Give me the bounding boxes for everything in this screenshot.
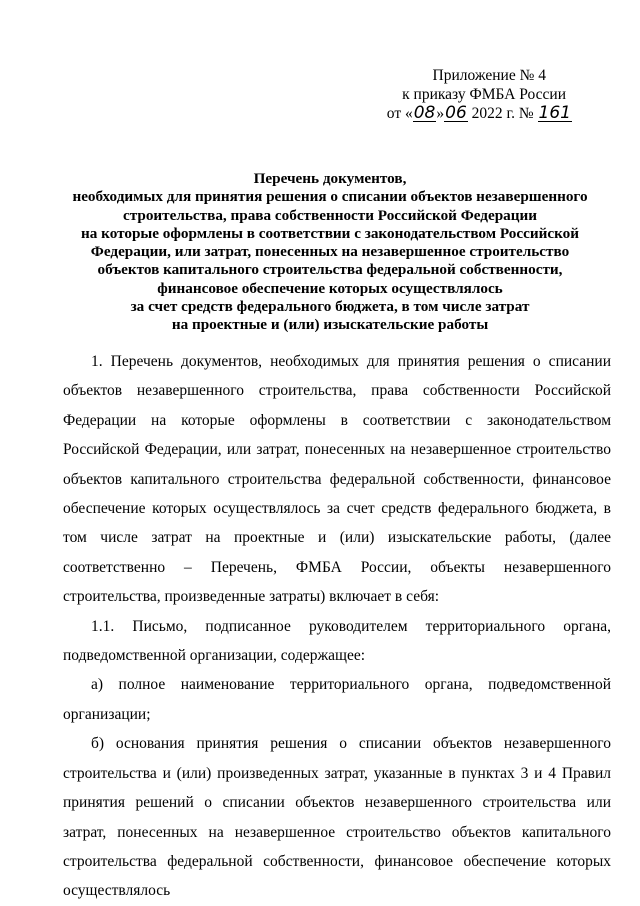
date-year: 2022 г. № (471, 105, 534, 122)
paragraph-1: 1. Перечень документов, необходимых для принятия решения о списании объектов незавершенного строительства, права собственности Российской Федерации на которые оформлены в соответствии с законодательством Российской Федерации, или затрат, понесенных на незавершенное строительство объектов капитального строительства федеральной собственности, финансовое обеспечение которых осуществлялось за счет средств федерального бюджета, в том числе затрат на проектные и (или) изыскательские работы, (далее соответственно – Перечень, ФМБА России, объекты незавершенного строительства, произведенные затраты) включает в себя: (63, 353, 611, 606)
handwritten-month: 06 (445, 103, 467, 123)
order-reference: к приказу ФМБА России (402, 86, 566, 103)
date-separator: » (436, 105, 445, 122)
handwritten-day: 08 (413, 103, 436, 123)
title-line: Федерации, или затрат, понесенных на незавершенное строительство (90, 243, 570, 261)
title-line: на проектные и (или) изыскательские работы (171, 316, 489, 334)
title-line: на которые оформлены в соответствии с законодательством Российской (81, 224, 579, 242)
document-body (63, 347, 611, 906)
title-line: финансовое обеспечение которых осуществлялось (157, 279, 503, 297)
document-title (50, 170, 610, 335)
title-line: Перечень документов, (253, 170, 407, 187)
item-b: б) основания принятия решения о списании объектов незавершенного строительства и (или) произведенных затрат, указанные в пунктах 3 и 4 Правил принятия решений о списании объектов незавершенного строительства или затрат, понесенных на незавершенное строительство объектов капитального строительства федеральной собственности, финансовое обеспечение которых осуществлялось (63, 735, 611, 900)
appendix-number: Приложение № 4 (432, 67, 546, 84)
order-date-line (387, 104, 572, 123)
title-line: строительства, права собственности Российской Федерации (122, 206, 538, 224)
handwritten-order-number: 161 (538, 103, 571, 123)
title-line: за счет средств федерального бюджета, в том числе затрат (130, 298, 530, 316)
item-a: а) полное наименование территориального органа, подведомственной организации; (63, 676, 611, 723)
title-line: объектов капитального строительства федеральной собственности, (97, 261, 563, 279)
paragraph-1-1: 1.1. Письмо, подписанное руководителем территориального органа, подведомственной организации, содержащее: (63, 617, 611, 665)
appendix-header (387, 66, 572, 123)
date-prefix: от « (386, 105, 413, 122)
title-line: необходимых для принятия решения о списании объектов незавершенного (72, 188, 588, 206)
